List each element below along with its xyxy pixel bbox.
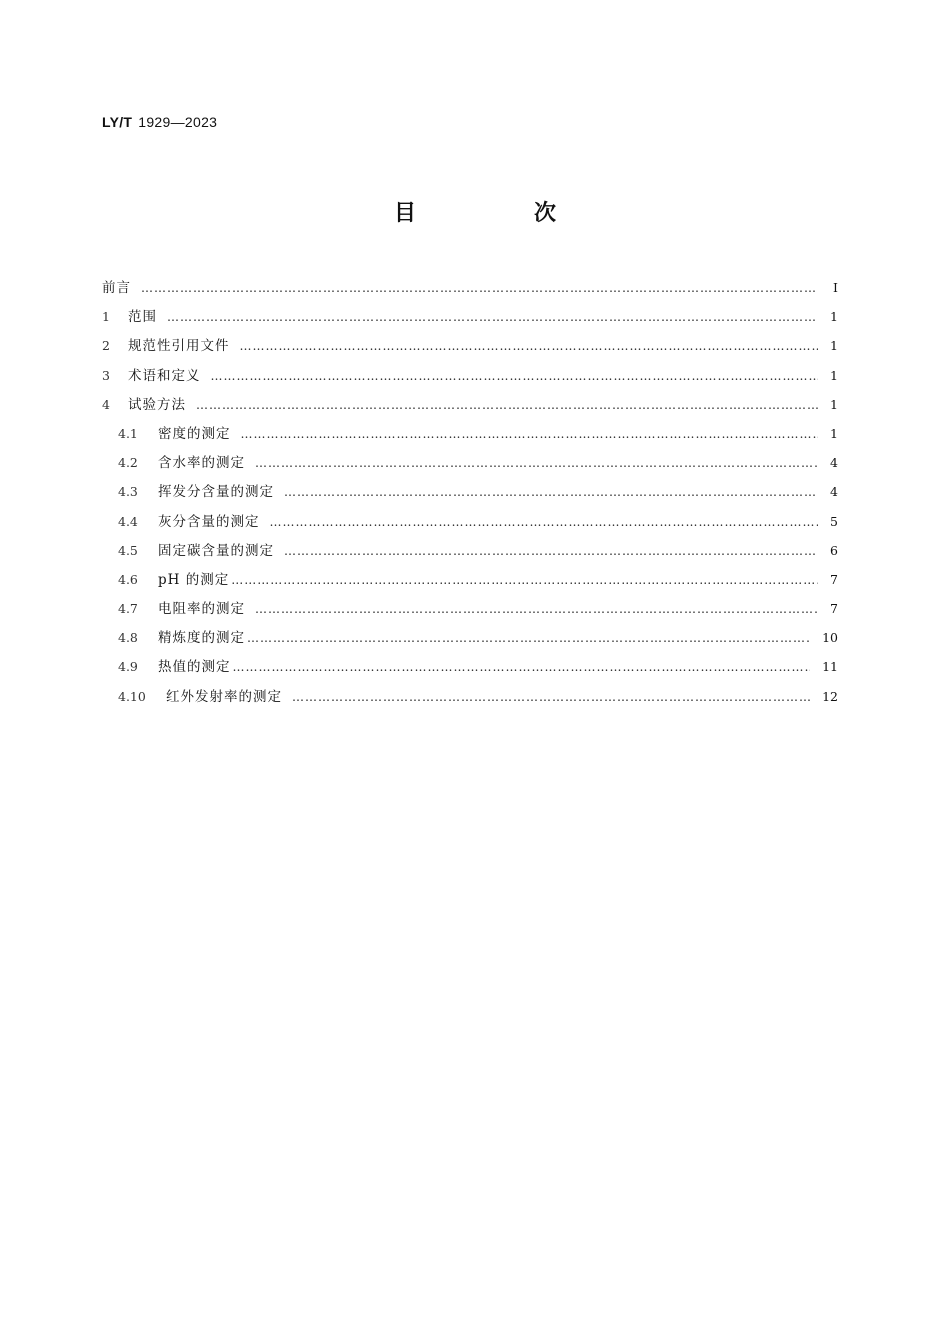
toc-entry-4-6[interactable] xyxy=(102,565,838,594)
toc-entry-4-2[interactable] xyxy=(102,448,838,477)
toc-entry-1[interactable] xyxy=(102,302,838,331)
toc-entry-label: 试验方法 xyxy=(128,396,186,413)
toc-entry-number: 4.7 xyxy=(118,601,138,617)
toc-leader-dots xyxy=(196,391,818,420)
standard-prefix: LY/T xyxy=(102,114,133,130)
toc-entry-number: 4.10 xyxy=(118,688,146,704)
toc-leader-dots xyxy=(284,478,818,507)
toc-entry-label: 精炼度的测定 xyxy=(158,630,245,647)
toc-entry-label: 密度的测定 xyxy=(158,425,231,442)
toc-entry-page: 1 xyxy=(830,338,838,354)
toc-entry-label: 含水率的测定 xyxy=(158,455,245,472)
toc-entry-page: 4 xyxy=(830,484,838,500)
toc-entry-2[interactable] xyxy=(102,331,838,360)
toc-entry-4-3[interactable] xyxy=(102,477,838,506)
toc-entry-label: 前言 xyxy=(102,280,131,296)
toc-entry-number: 4.2 xyxy=(118,455,138,471)
toc-leader-dots xyxy=(270,508,819,537)
toc-leader-dots xyxy=(233,653,811,682)
toc-entry-page: 5 xyxy=(830,513,838,529)
toc-entry-page: Ⅰ xyxy=(833,280,838,295)
toc-leader-dots xyxy=(284,537,818,566)
toc-entry-number: 4.3 xyxy=(118,484,138,500)
toc-entry-4-9[interactable] xyxy=(102,652,838,681)
toc-entry-foreword[interactable] xyxy=(102,273,838,302)
toc-entry-3[interactable] xyxy=(102,361,838,390)
toc-leader-dots xyxy=(240,332,819,361)
toc-entry-label: pH 的测定 xyxy=(158,571,230,588)
toc-entry-label: 灰分含量的测定 xyxy=(158,513,260,530)
toc-entry-page: 1 xyxy=(830,425,838,441)
toc-entry-label: 电阻率的测定 xyxy=(158,601,245,618)
toc-leader-dots xyxy=(255,595,818,624)
toc-entry-4-5[interactable] xyxy=(102,536,838,565)
page-title: 目 次 xyxy=(393,201,604,226)
toc-leader-dots xyxy=(241,420,819,449)
toc-leader-dots xyxy=(247,624,810,653)
toc-entry-page: 11 xyxy=(822,659,838,675)
toc-entry-page: 1 xyxy=(830,367,838,383)
toc-entry-number: 4.6 xyxy=(118,571,138,587)
toc-entry-page: 7 xyxy=(830,571,838,587)
toc-entry-label: 范围 xyxy=(128,309,157,326)
toc-entry-4-7[interactable] xyxy=(102,594,838,623)
toc-leader-dots xyxy=(231,566,818,595)
toc-entry-4-10[interactable] xyxy=(102,682,838,711)
toc-entry-page: 1 xyxy=(830,309,838,325)
toc-entry-4-1[interactable] xyxy=(102,419,838,448)
toc-entry-page: 1 xyxy=(830,396,838,412)
toc-entry-number: 2 xyxy=(102,338,110,354)
toc-entry-label: 规范性引用文件 xyxy=(128,338,230,355)
toc-leader-dots xyxy=(141,274,818,303)
toc-leader-dots xyxy=(211,362,819,391)
toc-entry-page: 12 xyxy=(822,688,838,704)
standard-code xyxy=(102,114,217,130)
toc-entry-number: 4.9 xyxy=(118,659,138,675)
toc-entry-4-4[interactable] xyxy=(102,507,838,536)
toc-entry-number: 3 xyxy=(102,367,110,383)
toc-entry-label: 挥发分含量的测定 xyxy=(158,484,274,501)
toc-entry-label: 固定碳含量的测定 xyxy=(158,542,274,559)
toc-entry-label: 红外发射率的测定 xyxy=(166,688,282,705)
toc-entry-number: 4.4 xyxy=(118,513,138,529)
toc-entry-number: 4 xyxy=(102,396,110,412)
toc-entry-number: 4.8 xyxy=(118,630,138,646)
toc-entry-number: 1 xyxy=(102,309,110,325)
toc-entry-label: 术语和定义 xyxy=(128,367,201,384)
toc-entry-label: 热值的测定 xyxy=(158,659,231,676)
toc-entry-page: 7 xyxy=(830,601,838,617)
toc-entry-4-8[interactable] xyxy=(102,623,838,652)
table-of-contents xyxy=(102,273,838,711)
toc-leader-dots xyxy=(167,303,818,332)
toc-leader-dots xyxy=(255,449,818,478)
toc-entry-4[interactable] xyxy=(102,390,838,419)
toc-entry-page: 6 xyxy=(830,542,838,558)
toc-entry-page: 4 xyxy=(830,455,838,471)
toc-leader-dots xyxy=(292,683,810,712)
standard-number: 1929—2023 xyxy=(138,114,218,130)
toc-entry-page: 10 xyxy=(822,630,838,646)
toc-entry-number: 4.1 xyxy=(118,425,138,441)
toc-entry-number: 4.5 xyxy=(118,542,138,558)
